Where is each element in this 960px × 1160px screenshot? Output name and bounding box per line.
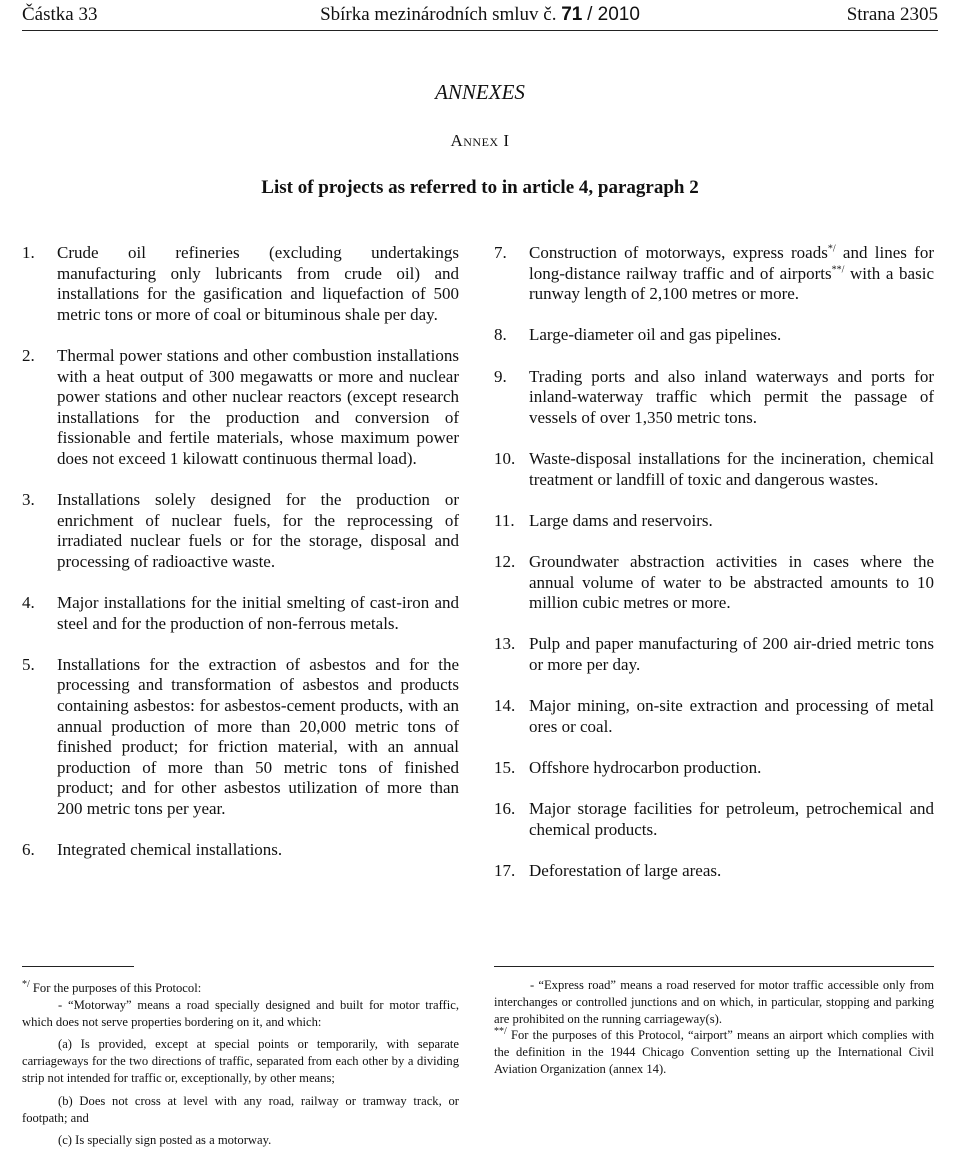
item-text: Large-diameter oil and gas pipelines. bbox=[529, 325, 782, 345]
item-text: Offshore hydrocarbon production. bbox=[529, 757, 762, 777]
annex-heading: Annex I bbox=[450, 131, 510, 150]
item-text-part: and lines for long-distance railway traffic and of airports bbox=[529, 243, 935, 283]
footnote-rule bbox=[494, 966, 934, 967]
footnote-mark: **/ bbox=[494, 1026, 507, 1038]
list-item bbox=[494, 861, 934, 882]
footnote-condition-a: (a) Is provided, except at special points or temporarily, with separate carriageways for the two directions of traffic, separated from each other by a dividing strip not intended for traffic or, exceptionally, by other means; bbox=[22, 1037, 459, 1085]
header-collection-year: / 2010 bbox=[587, 4, 640, 25]
item-text-part: with a basic runway length of 2,100 metres or more. bbox=[529, 263, 934, 304]
item-text: Major installations for the initial smelting of cast-iron and steel and for the production of non-ferrous metals. bbox=[57, 593, 459, 633]
item-text bbox=[529, 243, 934, 305]
page-header bbox=[22, 2, 938, 28]
list-item bbox=[494, 449, 934, 490]
item-number: 15. bbox=[494, 757, 516, 777]
item-number: 17. bbox=[494, 860, 516, 880]
item-text: Crude oil refineries (excluding undertakings manufacturing only lubricants from crude oil) and installations for the gasification and liquefaction of 500 metric tons or more of coal or bituminous shale per day. bbox=[57, 243, 459, 324]
header-collection bbox=[22, 2, 938, 28]
item-number: 8. bbox=[494, 325, 507, 345]
list-item bbox=[22, 346, 459, 470]
list-item bbox=[494, 511, 934, 532]
footnote-intro: For the purposes of this Protocol: bbox=[29, 981, 202, 995]
header-collection-prefix: Sbírka mezinárodních smluv č. bbox=[320, 4, 557, 25]
item-text: Installations for the extraction of asbestos and for the processing and transformation of asbestos and products containing asbestos: for asbestos-cement products, with an annual production of more than 20,000 metric tons of finished product; for friction material, with an annual production of more than 50 metric tons of finished product; and for other asbestos utilization of more than 200 metric tons per year. bbox=[57, 654, 459, 819]
footnote-express-road-definition: - “Express road” means a road reserved for motor traffic accessible only from interchanges or controlled junctions and on which, in particular, stopping and parking are prohibited on the running carriageway(s). bbox=[494, 978, 934, 1026]
item-number: 2. bbox=[22, 345, 35, 365]
header-part-number: Částka 33 bbox=[22, 4, 98, 25]
footnote-airport-definition: For the purposes of this Protocol, “airport” means an airport which complies with the definition in the 1944 Chicago Convention setting up the International Civil Aviation Organization (annex 14). bbox=[494, 1028, 934, 1076]
footnote-ref-express-road[interactable]: */ bbox=[827, 243, 836, 255]
annexes-heading: ANNEXES bbox=[435, 80, 525, 104]
list-item bbox=[494, 552, 934, 614]
footnote-motorway-definition: - “Motorway” means a road specially designed and built for motor traffic, which does not serve properties bordering on it, and which: bbox=[22, 997, 459, 1029]
footnote-condition-c: (c) Is specially sign posted as a motorway. bbox=[58, 1133, 272, 1148]
item-number: 6. bbox=[22, 840, 35, 860]
item-number: 3. bbox=[22, 490, 35, 510]
list-item bbox=[494, 325, 934, 346]
list-item bbox=[22, 593, 459, 634]
list-item bbox=[22, 490, 459, 572]
item-text: Deforestation of large areas. bbox=[529, 860, 722, 880]
left-column bbox=[22, 243, 459, 881]
list-item bbox=[494, 367, 934, 429]
item-number: 5. bbox=[22, 654, 35, 674]
item-text: Waste-disposal installations for the incineration, chemical treatment or landfill of toxic and dangerous wastes. bbox=[529, 448, 934, 489]
header-collection-number: 71 bbox=[561, 4, 583, 25]
item-text: Integrated chemical installations. bbox=[57, 840, 283, 860]
list-item bbox=[494, 758, 934, 779]
item-number: 1. bbox=[22, 243, 35, 262]
item-number: 13. bbox=[494, 634, 516, 654]
header-rule bbox=[22, 30, 938, 31]
footnote-mark: */ bbox=[22, 978, 30, 990]
item-number: 4. bbox=[22, 593, 35, 613]
item-number: 9. bbox=[494, 366, 507, 386]
item-text: Installations solely designed for the production or enrichment of nuclear fuels, for the reprocessing of irradiated nuclear fuels or for the storage, disposal and processing of radioactive waste. bbox=[57, 490, 459, 571]
item-text: Major mining, on-site extraction and processing of metal ores or coal. bbox=[529, 696, 934, 736]
list-item bbox=[494, 243, 934, 305]
item-text: Large dams and reservoirs. bbox=[529, 510, 713, 530]
footnote-rule bbox=[22, 966, 134, 967]
right-column bbox=[494, 243, 934, 902]
item-number: 12. bbox=[494, 551, 516, 571]
header-page-number: Strana 2305 bbox=[846, 4, 938, 25]
list-item bbox=[22, 655, 459, 820]
item-text: Major storage facilities for petroleum, petrochemical and chemical products. bbox=[529, 799, 934, 839]
item-number: 14. bbox=[494, 696, 516, 716]
footnote-ref-airport[interactable]: **/ bbox=[831, 263, 845, 275]
item-number: 11. bbox=[494, 510, 515, 530]
list-title: List of projects as referred to in article 4, paragraph 2 bbox=[261, 177, 699, 198]
footnote-motorway bbox=[22, 980, 459, 1149]
list-item bbox=[494, 799, 934, 840]
list-item bbox=[494, 696, 934, 737]
list-item bbox=[22, 840, 459, 861]
item-text: Trading ports and also inland waterways and ports for inland-waterway traffic which permit the passage of vessels of over 1,350 metric tons. bbox=[529, 366, 934, 427]
footnote-express-road-airport bbox=[494, 977, 934, 1078]
item-text-part: Construction of motorways, express roads bbox=[529, 243, 828, 262]
list-item bbox=[494, 634, 934, 675]
footnote-condition-b: (b) Does not cross at level with any road, railway or tramway track, or footpath; and bbox=[22, 1093, 459, 1125]
item-number: 7. bbox=[494, 243, 507, 262]
item-number: 10. bbox=[494, 448, 516, 468]
list-item bbox=[22, 243, 459, 325]
item-text: Pulp and paper manufacturing of 200 air-dried metric tons or more per day. bbox=[529, 634, 934, 674]
item-text: Thermal power stations and other combustion installations with a heat output of 300 megawatts or more and nuclear power stations and other nuclear reactors (except research installations for the production and conversion of fissionable and fertile materials, whose maximum power does not exceed 1 kilowatt continuous thermal load). bbox=[57, 345, 459, 468]
item-text: Groundwater abstraction activities in cases where the annual volume of water to be abstracted amounts to 10 million cubic metres or more. bbox=[529, 551, 934, 613]
right-column-items bbox=[494, 325, 934, 881]
item-number: 16. bbox=[494, 799, 516, 819]
